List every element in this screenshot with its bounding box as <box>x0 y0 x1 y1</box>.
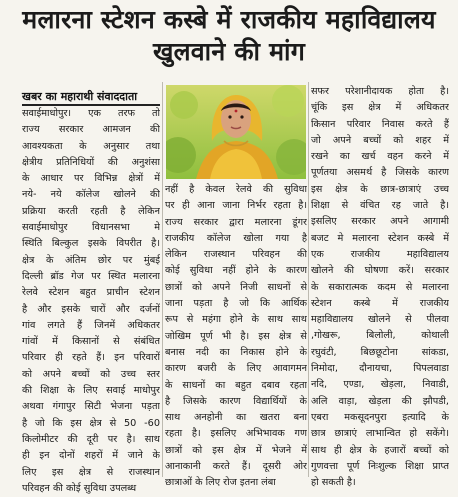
article-line: आवश्यकता के अनुसार तथा <box>22 140 160 152</box>
article-line: जो अपने बच्चों को शहर में <box>311 134 449 146</box>
article-line: गुणवत्ता पूर्ण निःशुल्क शिक्षा प्राप्त <box>311 460 449 472</box>
reporter-photo <box>166 85 306 179</box>
article-line: कोई सुविधा नहीं होने के कारण <box>165 265 307 277</box>
headline <box>10 4 448 68</box>
article-line: राजकीय कॉलेज खोला गया है <box>165 232 307 244</box>
article-line: प्रक्रिया करती रहती है लेकिन <box>22 205 160 217</box>
article-line: की शिक्षा के लिए सवाई माधोपुर <box>22 385 160 397</box>
article-line: के साधनों का बहुत दबाव रहता <box>165 379 307 391</box>
article-line: को अपने बच्चों को उच्च स्तर <box>22 368 160 380</box>
article-line: अथवा गंगापुर सिटी भेजना पड़ता <box>22 401 160 413</box>
article-line: खोलने की घोषणा करें। सरकार <box>311 265 449 277</box>
article-line: गांव लगते हैं जिनमें अधिकतर <box>22 319 160 331</box>
article-line: साथ अनहोनी का खतरा बना <box>165 412 307 424</box>
article-line: के सकारात्मक कदम से मलारना <box>311 281 449 293</box>
column-divider-left <box>162 82 163 477</box>
article-column-right <box>311 84 449 491</box>
article-line: जोखिम पूर्ण भी है। इस क्षेत्र से <box>165 330 307 342</box>
article-line: ही इन दोनों शहरों में जाने के <box>22 450 160 462</box>
article-line: स्थिति बिल्कुल इसके विपरीत है। <box>22 238 160 250</box>
article-line: छात्रों को इस क्षेत्र में भेजने में <box>165 444 307 456</box>
article-line: रघुवंटी, बिछछूटोना सांकडा, <box>311 346 449 358</box>
article-line: शिक्षा से वंचित रह जाते है। <box>311 200 449 212</box>
article-line: पर ही आना जाना निर्भर रहता है। <box>165 200 307 212</box>
article-line: परिवहन की कोई सुविधा उपलब्ध <box>22 482 137 494</box>
article-line: किसान परिवार निवास करते हैं <box>311 118 449 130</box>
article-line: एक राजकीय महाविद्यालय <box>311 248 449 260</box>
article-line: नहीं है केवल रेलवे की सुविधा <box>165 184 307 195</box>
article-line: है और इसके चारों और दर्जनों <box>22 303 160 315</box>
article-line: हो सकती है। <box>311 477 356 489</box>
article-line: पूर्णतया असमर्थ है जिसके कारण <box>311 167 449 179</box>
article-line: रहता है। इसलिए अभिभावक गण <box>165 428 307 440</box>
article-line: एबरा मकसूदनपुरा इत्यादि के <box>311 411 449 423</box>
article-line: साथ ही क्षेत्र के हजारों बच्चों को <box>311 444 449 456</box>
article-line: छात्रों को अपने निजी साधनों से <box>165 281 307 293</box>
article-line: है जिसके कारण विद्यार्थियों के <box>165 395 307 407</box>
article-line: कारण बजरी के लिए आवागमन <box>165 363 307 375</box>
article-line: गांवों में किसानों से संबंधित <box>22 336 160 348</box>
article-line: राज्य सरकार आमजन की <box>22 124 160 136</box>
article-line: सवाईमाधोपुर विधानसभा मे <box>22 222 160 234</box>
column-divider-right <box>308 82 309 477</box>
byline: खबर का महाराथी संवाददाता <box>22 90 138 103</box>
headline-line-1: मलारना स्टेशन कस्बे में राजकीय महाविद्यालय <box>22 5 436 34</box>
article-line: राज्य सरकार द्वारा मलारना डूंगर <box>165 216 307 228</box>
article-line: के आधार पर विभिन्न क्षेत्रों में <box>22 173 160 185</box>
article-line: लिए इस क्षेत्र से राजस्थान <box>22 466 160 478</box>
article-line: ,गोखरू, बिलोली, कोथाली <box>311 330 449 342</box>
article-line: क्षेत्रीय प्रतिनिधियों की अनुशंसा <box>22 156 160 168</box>
article-line: किलोमीटर की दूरी पर है। साथ <box>22 433 160 445</box>
article-line: बनास नदी का निकास होने के <box>165 346 307 358</box>
article-line: है जो कि इस क्षेत्र से 50 -60 <box>22 417 160 429</box>
article-line: इस क्षेत्र के छात्र-छात्राएं उच्च <box>311 183 449 195</box>
article-line: परिवार ही रहते हैं। इन परिवारों <box>22 352 160 364</box>
article-line: सफर परेशानीदायक होता है। <box>311 86 449 97</box>
article-line: रेलवे स्टेशन बहुत प्राचीन स्टेशन <box>22 287 160 299</box>
article-column-left <box>22 106 160 497</box>
article-line: निमोदा, दौनायचा, पिपलवाडा <box>311 363 449 375</box>
article-line: लेकिन राजस्थान परिवहन की <box>165 249 307 261</box>
article-line: नये- नये कॉलेज खोलने की <box>22 189 160 201</box>
article-line: सवाईमाधोपुर। एक तरफ तो <box>22 108 160 119</box>
article-line: बजट मे मलारना स्टेशन कस्बे में <box>311 232 449 244</box>
article-line: नदि, एण्डा, खेड़ला, निवाडी, <box>311 379 449 391</box>
article-line: महाविद्यालय खोलने से पीलवा <box>311 314 449 326</box>
article-line: दिल्ली ब्रॉड गेज पर स्थित मलारना <box>22 270 160 282</box>
headline-line-2: खुलवाने की मांग <box>152 37 306 66</box>
woman-portrait-image <box>166 85 306 179</box>
article-line: रखने का खर्च वहन करने में <box>311 151 449 163</box>
article-column-middle <box>165 182 307 492</box>
article-line: अलि वाड़ा, खेड़ला की झौपडी, <box>311 395 449 407</box>
article-line: क्षेत्र के अंतिम छोर पर मुंबई <box>22 254 160 266</box>
article-line: रूप से महंगा होने के साथ साथ <box>165 314 307 326</box>
article-line: जाना पड़ता है जो कि आर्थिक <box>165 298 307 310</box>
article-line: इसलिए सरकार अपने आगामी <box>311 216 449 228</box>
article-line: छात्र छात्राएं लाभान्वित हो सकेंगे। <box>311 428 449 440</box>
article-line: छात्राओं के लिए रोज इतना लंबा <box>165 477 276 489</box>
article-line: आनाकानी करते हैं। दूसरी ओर <box>165 461 307 473</box>
article-line: चूंकि इस क्षेत्र में अधिकतर <box>311 102 449 114</box>
article-line: स्टेशन कस्बे में राजकीय <box>311 297 449 309</box>
